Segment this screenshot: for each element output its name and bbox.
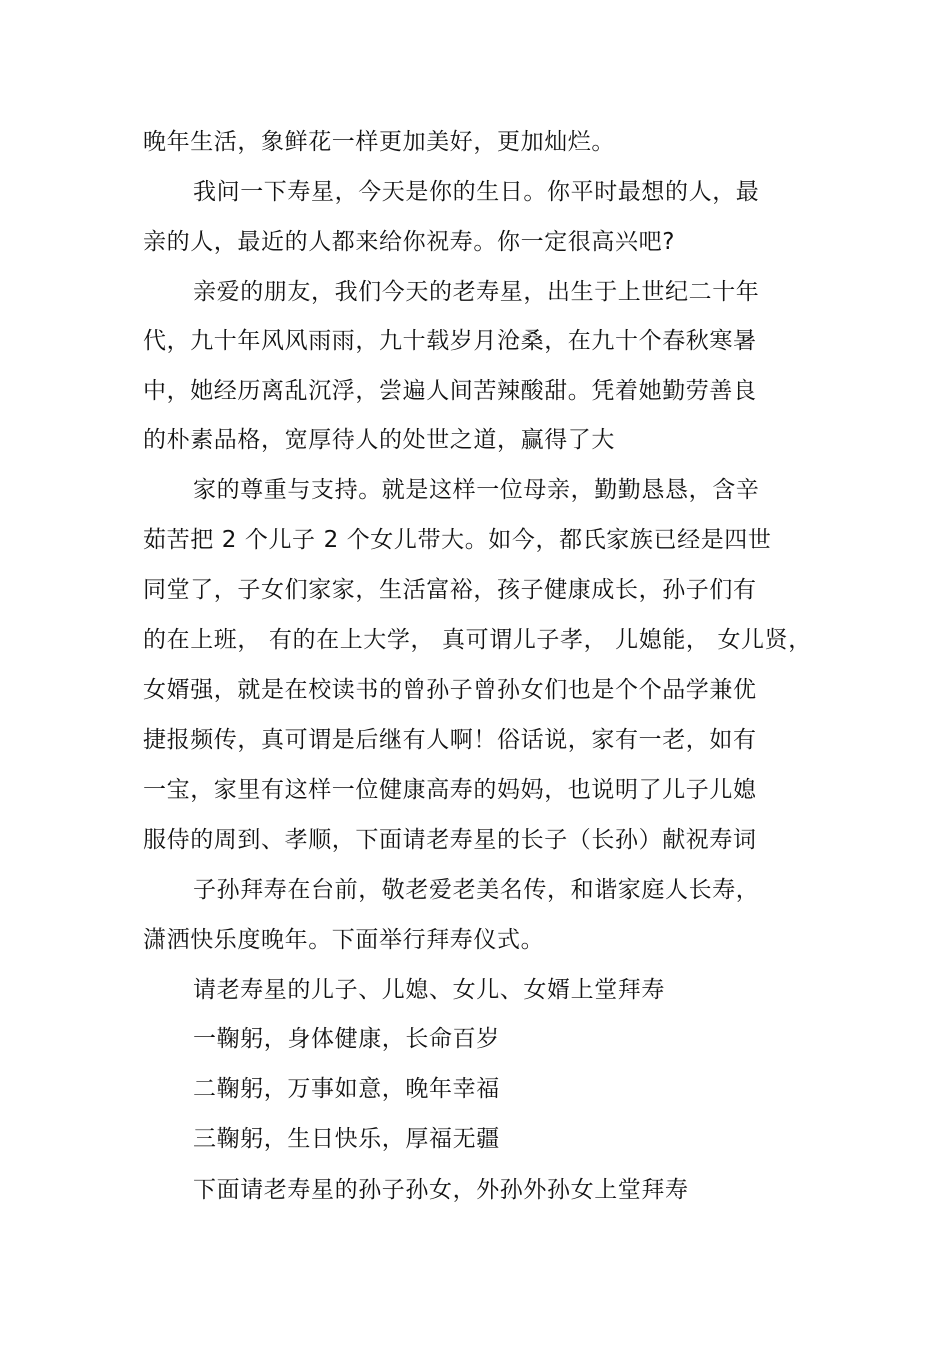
text-line: 一宝，家里有这样一位健康高寿的妈妈，也说明了儿子儿媳: [143, 777, 757, 803]
text-line: 请老寿星的儿子、儿媳、女儿、女婿上堂拜寿: [193, 977, 665, 1003]
text-line: 亲的人，最近的人都来给你祝寿。你一定很高兴吧?: [143, 229, 676, 255]
text-line: 家的尊重与支持。就是这样一位母亲，勤勤恳恳，含辛: [193, 477, 760, 503]
text-line: 三鞠躬，生日快乐，厚福无疆: [193, 1126, 500, 1152]
text-line: 中，她经历离乱沉浮，尝遍人间苦辣酸甜。凭着她勤劳善良: [143, 378, 757, 404]
text-line: 下面请老寿星的孙子孙女，外孙外孙女上堂拜寿: [193, 1177, 689, 1203]
text-line: 的在上班， 有的在上大学， 真可谓儿子孝， 儿媳能， 女儿贤，: [143, 627, 812, 653]
text-line: 亲爱的朋友，我们今天的老寿星，出生于上世纪二十年: [193, 279, 760, 305]
text-line: 子孙拜寿在台前，敬老爱老美名传，和谐家庭人长寿，: [193, 877, 760, 903]
text-line: 代，九十年风风雨雨，九十载岁月沧桑，在九十个春秋寒暑: [143, 328, 757, 354]
text-line: 潇洒快乐度晚年。下面举行拜寿仪式。: [143, 927, 545, 953]
text-line: 女婿强，就是在校读书的曾孙子曾孙女们也是个个品学兼优: [143, 677, 757, 703]
text-line: 一鞠躬，身体健康，长命百岁: [193, 1026, 500, 1052]
text-line: 的朴素品格，宽厚待人的处世之道，赢得了大: [143, 427, 615, 453]
text-line: 我问一下寿星，今天是你的生日。你平时最想的人，最: [193, 179, 760, 205]
text-line: 服侍的周到、孝顺，下面请老寿星的长子（长孙）献祝寿词: [143, 827, 757, 853]
text-line: 茹苦把 2 个儿子 2 个女儿带大。如今，都氏家族已经是四世: [143, 527, 772, 553]
text-line: 二鞠躬，万事如意，晚年幸福: [193, 1076, 500, 1102]
text-line: 同堂了，子女们家家，生活富裕，孩子健康成长，孙子们有: [143, 577, 757, 603]
text-line: 捷报频传，真可谓是后继有人啊！俗话说，家有一老，如有: [143, 727, 757, 753]
text-line: 晚年生活，象鲜花一样更加美好，更加灿烂。: [143, 129, 615, 155]
